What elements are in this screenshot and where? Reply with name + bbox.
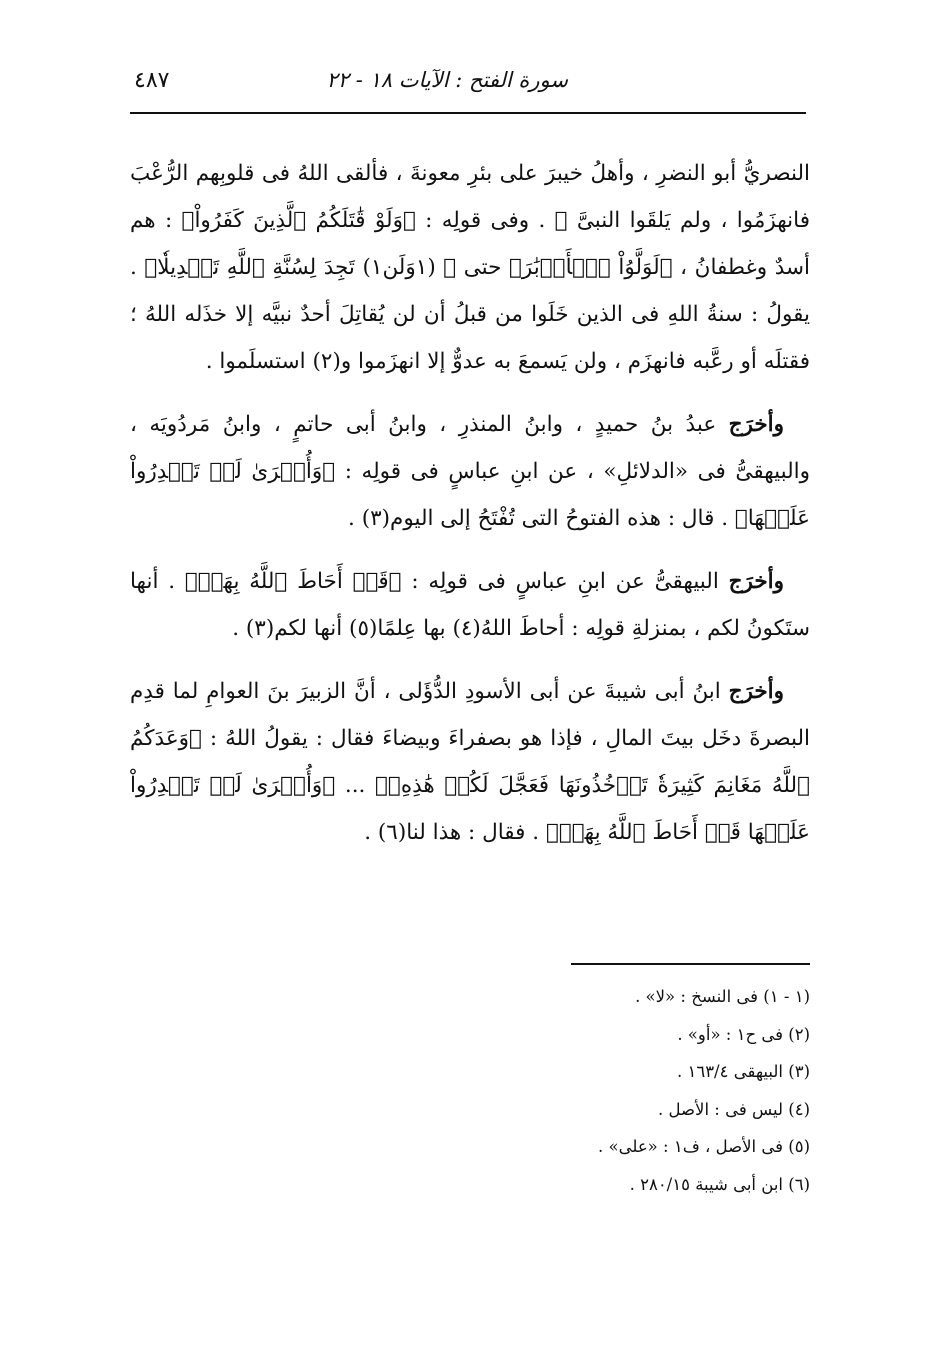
page-number: ٤٨٧ (134, 68, 170, 93)
paragraph-lead: وأخرَج (728, 569, 784, 594)
paragraph-text: البيهقىُّ عن ابنِ عباسٍ فى قولِه : ﴿قَدۡ أَحَاطَ ٱللَّهُ بِهَاۚ﴾ . أنها ستَكونُ لكم ، بمنزلةِ قولِه : أحاطَ اللهُ(٤) بها عِلمًا(٥) أنها لكم(٣) . (130, 569, 810, 641)
running-head: سورة الفتح : الآيات ١٨ - ٢٢ (326, 68, 568, 92)
footnotes (130, 978, 810, 1203)
page-header (130, 66, 806, 106)
paragraph-text: ابنُ أبى شيبةَ عن أبى الأسودِ الدُّؤَلى ، أنَّ الزبيرَ بنَ العوامِ لما قدِم البصرةَ دخَل بيتَ المالِ ، فإذا هو بصفراءَ وبيضاءَ فقال : يقولُ اللهُ : ﴿وَعَدَكُمُ ٱللَّهُ مَغَانِمَ كَثِيرَةٗ تَأۡخُذُونَهَا فَعَجَّلَ لَكُمۡ هَٰذِهِۦ﴾ ... ﴿وَأُخۡرَىٰ لَمۡ تَقۡدِرُواْ عَلَيۡهَا قَدۡ أَحَاطَ ٱللَّهُ بِهَاۚ﴾ . فقال : هذا لنا(٦) . (130, 679, 810, 845)
footnote-6: (٦) ابن أبى شيبة ٢٨٠/١٥ . (629, 1174, 810, 1194)
paragraph-lead: وأخرَج (728, 412, 784, 437)
body-text (130, 150, 810, 872)
paragraph-4 (130, 668, 810, 856)
footnote-3: (٣) البيهقى ١٦٣/٤ . (676, 1062, 810, 1081)
footnote-rule (571, 963, 810, 965)
footnote-2: (٢) فى ح١ : «أو» . (677, 1024, 810, 1044)
paragraph-text: النصريُّ أبو النضرِ ، وأهلُ خيبرَ على بئرِ معونةَ ، فألقى اللهُ فى قلوبِهم الرُّعْبَ فانهزَمُوا ، ولم يَلقَوا النبىَّ ﷺ . وفى قولِه : ﴿وَلَوْ قَٰتَلَكُمُ ٱلَّذِينَ كَفَرُواْ﴾ : هم أسدٌ وغطفانُ ، ﴿لَوَلَّوُاْ ٱلۡأَدۡبَٰرَ﴾ حتى ﴿ (١وَلَن١) تَجِدَ لِسُنَّةِ ٱللَّهِ تَبۡدِيلٗا﴾ . يقولُ : سنةُ اللهِ فى الذين خَلَوا من قبلُ أن لن يُقاتِلَ أحدٌ نبيَّه إلا خذَله اللهُ ؛ فقتلَه أو رعَّبه فانهزَم ، ولن يَسمعَ به عدوٌّ إلا انهزَموا و(٢) استسلَموا . (130, 161, 811, 374)
footnote-1: (١ - ١) فى النسخ : «لا» . (635, 987, 810, 1006)
paragraph-2 (130, 401, 810, 542)
paragraph-text: عبدُ بنُ حميدٍ ، وابنُ المنذرِ ، وابنُ أبى حاتمٍ ، وابنُ مَردُويَه ، والبيهقىُّ فى «الدلائلِ» ، عن ابنِ عباسٍ فى قولِه : ﴿وَأُخۡرَىٰ لَمۡ تَقۡدِرُواْ عَلَيۡهَا﴾ . قال : هذه الفتوحُ التى تُفْتَحُ إلى اليوم(٣) . (130, 412, 810, 531)
footnote-5: (٥) فى الأصل ، ف١ : «على» . (598, 1137, 810, 1156)
paragraph-3 (130, 558, 810, 652)
footnote-4: (٤) ليس فى : الأصل . (658, 1099, 810, 1119)
header-rule (130, 112, 806, 114)
paragraph-lead: وأخرَج (728, 679, 784, 704)
paragraph-1 (130, 150, 810, 385)
